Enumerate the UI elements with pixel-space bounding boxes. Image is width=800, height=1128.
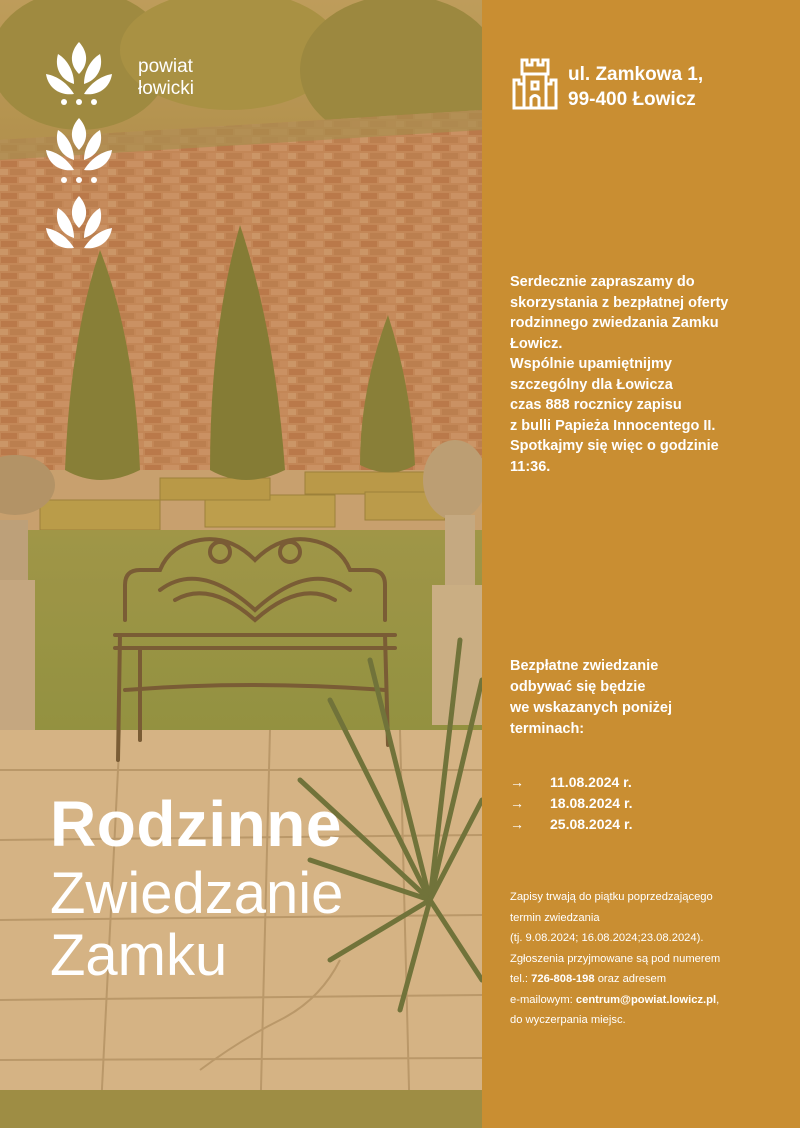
arrow-right-icon: →: [510, 795, 524, 811]
info-line: Zapisy trwają do piątku poprzedzającego: [510, 891, 713, 903]
castle-icon: [512, 58, 558, 110]
phone-number[interactable]: 726-808-198: [531, 973, 595, 985]
title-line-1: Rodzinne: [50, 788, 342, 860]
intro-line: 11:36.: [510, 458, 551, 475]
info-line: [510, 969, 795, 990]
info-line: [510, 990, 795, 1011]
intro-text-part: czas: [510, 397, 546, 413]
lotus-emblem-icon: [44, 40, 114, 260]
date-value: 25.08.2024 r.: [550, 816, 633, 832]
dates-list: [510, 772, 633, 835]
date-item: [510, 814, 633, 835]
info-text-part: e-mailowym:: [510, 993, 576, 1006]
intro-line: [510, 395, 790, 416]
free-line: odbywać się będzie: [510, 679, 646, 695]
info-text-part: oraz adresem: [594, 973, 667, 985]
address: [568, 62, 703, 112]
intro-line: szczególny dla Łowicza: [510, 376, 673, 393]
address-city: 99-400 Łowicz: [568, 89, 696, 110]
intro-line: Wspólnie upamiętnijmy: [510, 356, 672, 372]
powiat-logo: [44, 40, 114, 264]
address-street: ul. Zamkowa 1,: [568, 64, 704, 85]
brand-line-1: powiat: [138, 56, 193, 77]
registration-info: [510, 887, 795, 1031]
poster-title: [50, 785, 343, 987]
info-text-part: tel.:: [510, 973, 532, 985]
intro-line: z bulli Papieża Innocentego II.: [510, 417, 716, 434]
info-line: Zgłoszenia przyjmowane są pod numerem: [510, 952, 721, 965]
intro-line: Łowicz.: [510, 335, 563, 352]
brand-line-2: łowicki: [138, 78, 194, 99]
date-value: 18.08.2024 r.: [550, 795, 633, 811]
title-line-2: Zwiedzanie: [50, 861, 344, 926]
title-line-3: Zamku: [50, 923, 228, 988]
info-line: do wyczerpania miejsc.: [510, 1014, 626, 1026]
intro-text: [510, 272, 790, 477]
intro-text-part: rocznicy zapisu: [569, 397, 682, 413]
intro-line: rodzinnego zwiedzania Zamku: [510, 315, 719, 331]
info-line: (tj. 9.08.2024; 16.08.2024;23.08.2024).: [510, 932, 704, 944]
free-line: Bezpłatne zwiedzanie: [510, 658, 659, 674]
intro-line: Serdecznie zapraszamy do: [510, 274, 695, 290]
free-line: terminach:: [510, 721, 585, 737]
date-item: [510, 772, 633, 793]
info-line: termin zwiedzania: [510, 911, 600, 924]
brand-name: [138, 56, 194, 100]
arrow-right-icon: →: [510, 774, 524, 790]
info-text-part: ,: [716, 993, 720, 1006]
arrow-right-icon: →: [510, 816, 524, 832]
free-line: we wskazanych poniżej: [510, 700, 672, 716]
intro-line: skorzystania z bezpłatnej oferty: [510, 294, 729, 311]
anniversary-number: 888: [545, 397, 570, 413]
intro-line: Spotkajmy się więc o godzinie: [510, 438, 719, 454]
date-value: 11.08.2024 r.: [550, 774, 632, 790]
email-address[interactable]: centrum@powiat.lowicz.pl: [575, 993, 717, 1006]
info-panel: [482, 0, 800, 1128]
date-item: [510, 793, 633, 814]
free-visit-text: [510, 656, 780, 740]
